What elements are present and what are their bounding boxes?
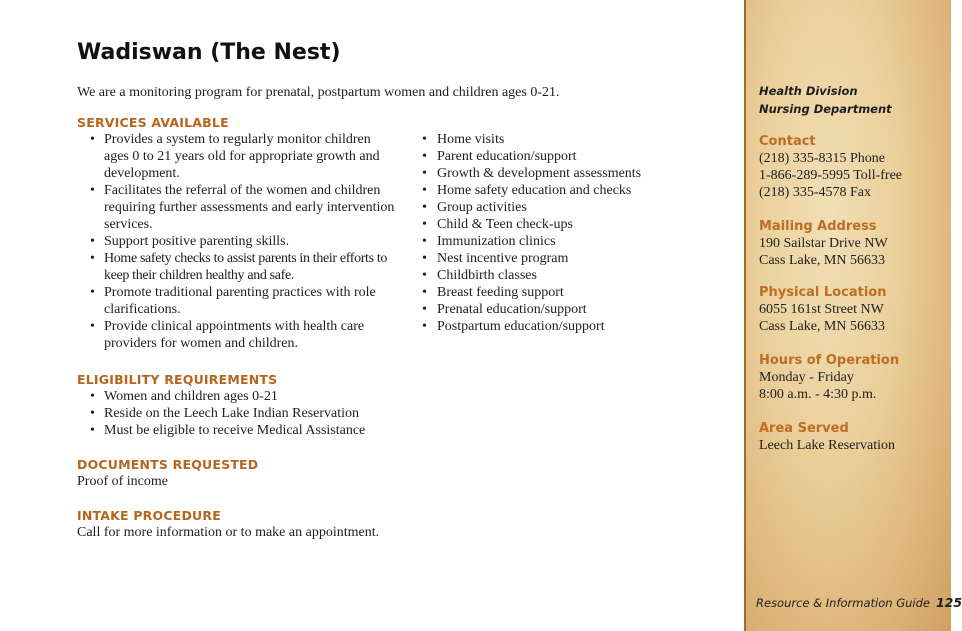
list-item: • Home visits [422, 131, 662, 148]
physical-line: Cass Lake, MN 56633 [759, 319, 885, 334]
list-item: • Facilitates the referral of the women and children requiring further assessments and early intervention services. [77, 182, 397, 233]
list-item: • Immunization clinics [422, 233, 662, 250]
services-heading-text: SERVICES AVAILABLE [77, 115, 229, 130]
physical-line: 6055 161st Street NW [759, 302, 884, 317]
page-number: 125 [935, 595, 962, 610]
services-heading [77, 115, 229, 130]
org-line-2: Nursing Department [759, 102, 892, 116]
hours-line: Monday - Friday [759, 370, 854, 385]
hours-heading: Hours of Operation [759, 353, 900, 368]
list-item: • Must be eligible to receive Medical Assistance [77, 422, 417, 439]
page-title: Wadiswan (The Nest) [77, 40, 341, 65]
eligibility-section [77, 372, 417, 439]
list-item: • Home safety checks to assist parents in their efforts to keep their children healthy and safe. [77, 250, 397, 284]
eligibility-heading: ELIGIBILITY REQUIREMENTS [77, 372, 278, 387]
list-item: • Childbirth classes [422, 267, 662, 284]
intake-section [77, 508, 477, 541]
list-item: • Provide clinical appointments with health care providers for women and children. [77, 318, 397, 352]
mailing-heading: Mailing Address [759, 219, 877, 234]
list-item: • Provides a system to regularly monitor children ages 0 to 21 years old for appropriate growth and development. [77, 131, 397, 182]
area-heading: Area Served [759, 421, 849, 436]
physical-heading: Physical Location [759, 285, 887, 300]
list-item: • Nest incentive program [422, 250, 662, 267]
hours-line: 8:00 a.m. - 4:30 p.m. [759, 387, 877, 402]
sidebar-org [759, 82, 892, 118]
documents-text: Proof of income [77, 474, 168, 489]
mailing-line: 190 Sailstar Drive NW [759, 236, 888, 251]
contact-heading: Contact [759, 134, 816, 149]
list-item: • Promote traditional parenting practices with role clarifications. [77, 284, 397, 318]
services-col2 [422, 131, 662, 335]
list-item: • Support positive parenting skills. [77, 233, 397, 250]
mailing-block [759, 218, 888, 269]
footer-text: Resource & Information Guide [756, 596, 930, 610]
contact-block [759, 133, 902, 201]
physical-block [759, 284, 886, 335]
list-item: • Group activities [422, 199, 662, 216]
org-line-1: Health Division [759, 84, 858, 98]
contact-fax: (218) 335-4578 Fax [759, 185, 871, 200]
list-item: • Postpartum education/support [422, 318, 662, 335]
intake-text: Call for more information or to make an appointment. [77, 525, 380, 540]
contact-phone: (218) 335-8315 Phone [759, 151, 885, 166]
list-item: • Home safety education and checks [422, 182, 662, 199]
intro-text: We are a monitoring program for prenatal, postpartum women and children ages 0-21. [77, 85, 560, 100]
hours-block [759, 352, 899, 403]
services-list-col1 [77, 131, 397, 352]
list-item: • Breast feeding support [422, 284, 662, 301]
area-line: Leech Lake Reservation [759, 438, 896, 453]
list-item: • Parent education/support [422, 148, 662, 165]
contact-tollfree: 1-866-289-5995 Toll-free [759, 168, 903, 183]
services-list-col2 [422, 131, 662, 335]
list-item: • Reside on the Leech Lake Indian Reservation [77, 405, 417, 422]
mailing-line: Cass Lake, MN 56633 [759, 253, 885, 268]
page-footer [756, 595, 962, 610]
list-item: • Child & Teen check-ups [422, 216, 662, 233]
area-block [759, 420, 895, 454]
list-item: • Growth & development assessments [422, 165, 662, 182]
list-item: • Women and children ages 0-21 [77, 388, 417, 405]
eligibility-list [77, 388, 417, 439]
list-item: • Prenatal education/support [422, 301, 662, 318]
sidebar [744, 0, 962, 631]
documents-section [77, 457, 417, 490]
services-col1 [77, 131, 397, 352]
documents-heading: DOCUMENTS REQUESTED [77, 457, 259, 472]
intake-heading: INTAKE PROCEDURE [77, 508, 221, 523]
